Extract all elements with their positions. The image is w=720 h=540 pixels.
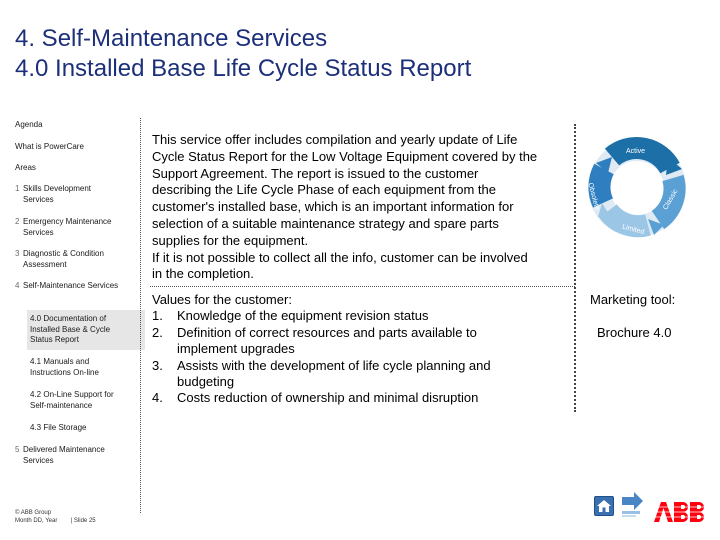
list-number: 1. <box>152 308 163 324</box>
intro-line: describing the Life Cycle Phase of each equipment from the <box>152 182 496 198</box>
list-number: 3. <box>152 357 163 373</box>
home-icon <box>595 497 613 515</box>
intro-line: supplies for the equipment. <box>152 232 309 248</box>
section-divider <box>150 286 575 287</box>
footer-slide-number: | Slide 25 <box>70 518 96 524</box>
list-item <box>152 358 570 391</box>
sidebar-item-what-is-powercare[interactable]: What is PowerCare <box>15 142 84 151</box>
list-text: Assists with the development of life cycle planning and budgeting <box>177 357 491 390</box>
sidebar-subitem-label: 4.3 File Storage <box>30 423 87 432</box>
sidebar-item-skills[interactable] <box>15 184 91 205</box>
list-number: 4. <box>152 390 163 406</box>
sidebar-item-number: 2 <box>15 217 20 226</box>
sidebar-item-number: 5 <box>15 445 20 454</box>
sidebar-item-emergency[interactable] <box>15 217 112 238</box>
title-line-2: 4.0 Installed Base Life Cycle Status Report <box>15 55 472 82</box>
list-item <box>152 390 570 406</box>
sidebar-item-number: 3 <box>15 249 20 258</box>
title-line-1: 4. Self-Maintenance Services <box>15 25 328 52</box>
right-divider <box>574 124 576 412</box>
sidebar-item-number: 4 <box>15 281 20 290</box>
footer-date: Month DD, Year <box>15 518 58 524</box>
home-button[interactable] <box>594 496 614 516</box>
intro-paragraph <box>152 132 570 283</box>
sidebar-item-diagnostic[interactable] <box>15 249 104 270</box>
sidebar-subitem-label: 4.2 On-Line Support for <box>30 390 114 399</box>
cycle-label-active: Active <box>626 148 646 155</box>
list-text: Definition of correct resources and parts available to implement upgrades <box>177 324 477 357</box>
sidebar-item-label: Services <box>23 227 54 237</box>
sidebar-subitem-label: Installed Base & Cycle <box>30 324 111 334</box>
sidebar-item-label: Skills Development <box>23 184 92 193</box>
life-cycle-diagram <box>582 133 692 243</box>
sidebar-item-delivered[interactable] <box>15 445 105 466</box>
sidebar-subitem-file-storage[interactable] <box>30 423 86 434</box>
footer-copyright: © ABB Group <box>15 510 52 516</box>
areas-heading: Areas <box>15 163 36 172</box>
sidebar-subitem-label: 4.1 Manuals and <box>30 357 90 366</box>
sidebar-divider <box>140 118 141 513</box>
list-item <box>152 308 570 324</box>
cycle-label-obsolete: Obsolete <box>586 182 601 211</box>
intro-line: This service offer includes compilation and yearly update of Life <box>152 132 518 147</box>
sidebar-subitem-label: Instructions On-line <box>30 367 99 377</box>
intro-line: in the completion. <box>152 266 254 282</box>
sidebar-item-label: Delivered Maintenance <box>23 445 105 454</box>
brochure-link[interactable]: Brochure 4.0 <box>597 325 672 340</box>
sidebar-subitem-documentation[interactable] <box>30 314 110 346</box>
cycle-label-classic: Classic <box>662 188 680 212</box>
next-arrow-icon <box>620 491 644 519</box>
list-item <box>152 325 570 358</box>
marketing-tool-label: Marketing tool: <box>590 292 676 307</box>
cycle-segment-obsolete <box>599 169 604 203</box>
sidebar-item-label: Services <box>23 194 54 204</box>
page-title <box>15 24 471 84</box>
sidebar-item-self-maintenance[interactable] <box>15 281 118 292</box>
sidebar-subitem-label: 4.0 Documentation of <box>30 314 107 323</box>
sidebar-subitem-label: Status Report <box>30 335 79 344</box>
intro-line: selection of a suitable maintenance strategy and spare parts <box>152 215 499 231</box>
cycle-label-limited: Limited <box>621 223 645 237</box>
list-text: Costs reduction of ownership and minimal disruption <box>177 390 479 406</box>
list-text: Knowledge of the equipment revision status <box>177 308 429 324</box>
abb-logo <box>652 498 708 524</box>
intro-line: Support Agreement. The report is issued to the customer <box>152 165 479 181</box>
sidebar-item-number: 1 <box>15 184 20 193</box>
intro-line: Cycle Status Report for the Low Voltage Equipment covered by the <box>152 148 538 164</box>
sidebar-item-label: Diagnostic & Condition <box>23 249 104 258</box>
customer-values <box>152 292 570 407</box>
footer <box>15 509 96 525</box>
sidebar-item-label: Self-Maintenance Services <box>23 281 119 290</box>
next-slide-button[interactable] <box>620 491 644 519</box>
intro-line: customer's installed base, which is an important information for <box>152 199 514 215</box>
sidebar-item-label: Assessment <box>23 259 67 269</box>
values-title: Values for the customer: <box>152 292 292 307</box>
sidebar-item-label: Emergency Maintenance <box>23 217 112 226</box>
sidebar-item-label: Services <box>23 455 54 465</box>
list-number: 2. <box>152 324 163 340</box>
sidebar-subitem-online-support[interactable] <box>30 390 114 411</box>
sidebar-subitem-label: Self-maintenance <box>30 400 93 410</box>
agenda-heading: Agenda <box>15 120 43 129</box>
intro-line: If it is not possible to collect all the info, customer can be involved <box>152 249 528 265</box>
sidebar-subitem-manuals[interactable] <box>30 357 99 378</box>
